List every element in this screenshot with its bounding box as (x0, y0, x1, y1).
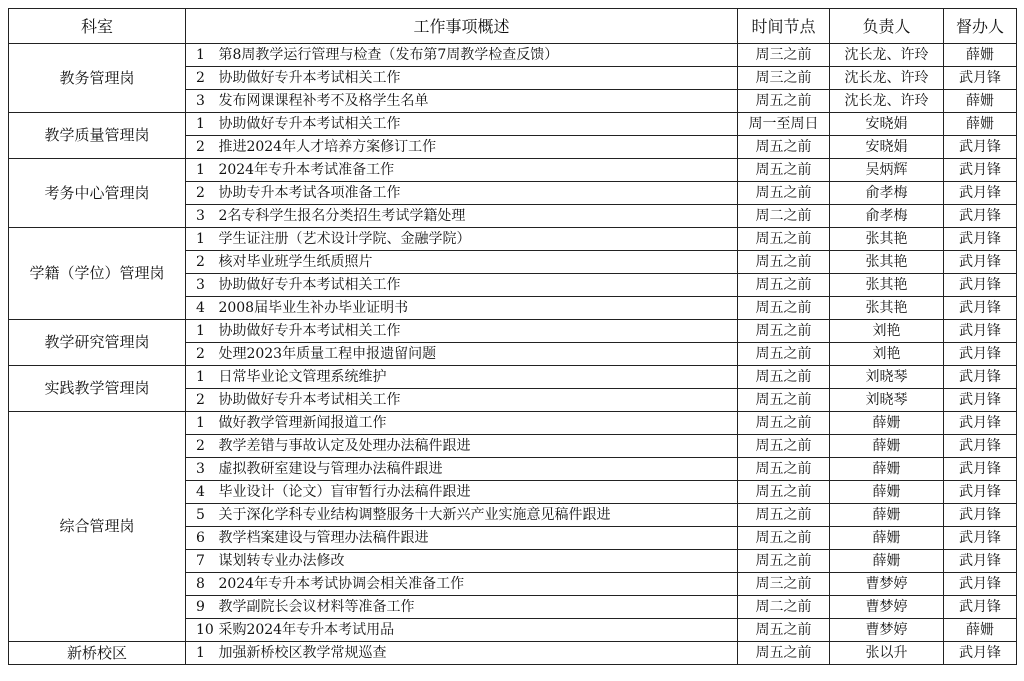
task-text: 教学差错与事故认定及处理办法稿件跟进 (218, 437, 471, 454)
task-number: 3 (196, 92, 205, 109)
owner-cell: 刘艳 (830, 343, 944, 366)
task-text: 协助做好专升本考试相关工作 (218, 276, 401, 293)
task-number: 2 (196, 345, 205, 362)
task-cell (186, 228, 738, 251)
time-cell: 周一至周日 (738, 113, 830, 136)
dept-name-cell: 实践教学管理岗 (9, 366, 186, 412)
task-number: 2 (196, 437, 205, 454)
task-cell (186, 320, 738, 343)
task-text: 协助做好专升本考试相关工作 (218, 322, 401, 339)
task-cell (186, 642, 738, 665)
table-row (9, 228, 1017, 251)
owner-cell: 刘晓琴 (830, 389, 944, 412)
supervisor-cell: 武月锋 (944, 527, 1017, 550)
task-cell (186, 90, 738, 113)
task-number: 1 (196, 322, 205, 339)
task-number: 5 (196, 506, 205, 523)
supervisor-cell: 薛姗 (944, 619, 1017, 642)
owner-cell: 俞孝梅 (830, 205, 944, 228)
owner-cell: 俞孝梅 (830, 182, 944, 205)
dept-name-cell: 教学质量管理岗 (9, 113, 186, 159)
supervisor-cell: 武月锋 (944, 343, 1017, 366)
task-number: 1 (196, 230, 205, 247)
owner-cell: 沈长龙、许玲 (830, 90, 944, 113)
time-cell: 周三之前 (738, 573, 830, 596)
task-number: 4 (196, 299, 205, 316)
table-row (9, 113, 1017, 136)
time-cell: 周二之前 (738, 205, 830, 228)
time-cell: 周五之前 (738, 274, 830, 297)
owner-cell: 薛姗 (830, 412, 944, 435)
task-number: 6 (196, 529, 205, 546)
task-cell (186, 366, 738, 389)
task-number: 1 (196, 46, 205, 63)
table-row (9, 44, 1017, 67)
time-cell: 周五之前 (738, 366, 830, 389)
owner-cell: 张其艳 (830, 274, 944, 297)
task-cell (186, 389, 738, 412)
task-cell (186, 550, 738, 573)
task-cell (186, 619, 738, 642)
supervisor-cell: 武月锋 (944, 320, 1017, 343)
owner-cell: 曹梦婷 (830, 619, 944, 642)
time-cell: 周五之前 (738, 343, 830, 366)
supervisor-cell: 武月锋 (944, 67, 1017, 90)
supervisor-cell: 武月锋 (944, 412, 1017, 435)
owner-cell: 曹梦婷 (830, 573, 944, 596)
task-text: 2008届毕业生补办毕业证明书 (218, 299, 409, 316)
task-cell (186, 274, 738, 297)
task-cell (186, 527, 738, 550)
task-text: 毕业设计（论文）盲审暂行办法稿件跟进 (218, 483, 471, 500)
task-cell (186, 136, 738, 159)
task-cell (186, 596, 738, 619)
dept-name-cell: 教务管理岗 (9, 44, 186, 113)
task-text: 协助做好专升本考试相关工作 (218, 69, 401, 86)
task-number: 9 (196, 598, 205, 615)
table-row (9, 320, 1017, 343)
supervisor-cell: 武月锋 (944, 274, 1017, 297)
task-cell (186, 159, 738, 182)
owner-cell: 张其艳 (830, 251, 944, 274)
time-cell: 周五之前 (738, 320, 830, 343)
task-text: 关于深化学科专业结构调整服务十大新兴产业实施意见稿件跟进 (218, 506, 611, 523)
supervisor-cell: 武月锋 (944, 159, 1017, 182)
task-cell (186, 205, 738, 228)
task-cell (186, 412, 738, 435)
table-body (9, 44, 1017, 665)
header-supervisor: 督办人 (944, 9, 1017, 44)
supervisor-cell: 武月锋 (944, 435, 1017, 458)
schedule-container (8, 8, 1017, 665)
owner-cell: 薛姗 (830, 481, 944, 504)
task-cell (186, 113, 738, 136)
time-cell: 周五之前 (738, 642, 830, 665)
task-number: 2 (196, 184, 205, 201)
owner-cell: 薛姗 (830, 550, 944, 573)
task-cell (186, 67, 738, 90)
time-cell: 周五之前 (738, 550, 830, 573)
owner-cell: 吴炳辉 (830, 159, 944, 182)
task-text: 2名专科学生报名分类招生考试学籍处理 (218, 207, 466, 224)
header-task: 工作事项概述 (186, 9, 738, 44)
task-cell (186, 343, 738, 366)
owner-cell: 薛姗 (830, 435, 944, 458)
task-cell (186, 435, 738, 458)
supervisor-cell: 武月锋 (944, 251, 1017, 274)
task-text: 核对毕业班学生纸质照片 (218, 253, 373, 270)
time-cell: 周五之前 (738, 297, 830, 320)
table-row (9, 642, 1017, 665)
task-cell (186, 504, 738, 527)
supervisor-cell: 武月锋 (944, 596, 1017, 619)
task-text: 日常毕业论文管理系统维护 (218, 368, 387, 385)
task-number: 8 (196, 575, 205, 592)
task-number: 3 (196, 207, 205, 224)
task-cell (186, 251, 738, 274)
task-text: 做好教学管理新闻报道工作 (218, 414, 387, 431)
supervisor-cell: 武月锋 (944, 136, 1017, 159)
task-number: 1 (196, 368, 205, 385)
task-number: 10 (196, 621, 214, 638)
task-text: 教学副院长会议材料等准备工作 (218, 598, 415, 615)
task-number: 2 (196, 138, 205, 155)
time-cell: 周五之前 (738, 182, 830, 205)
header-row (9, 9, 1017, 44)
task-cell (186, 297, 738, 320)
task-number: 3 (196, 276, 205, 293)
task-text: 虚拟教研室建设与管理办法稿件跟进 (218, 460, 443, 477)
table-row (9, 366, 1017, 389)
supervisor-cell: 薛姗 (944, 113, 1017, 136)
owner-cell: 沈长龙、许玲 (830, 67, 944, 90)
supervisor-cell: 薛姗 (944, 90, 1017, 113)
table-row (9, 412, 1017, 435)
work-schedule-table (8, 8, 1017, 665)
task-text: 2024年专升本考试协调会相关准备工作 (218, 575, 465, 592)
task-text: 学生证注册（艺术设计学院、金融学院） (218, 230, 471, 247)
header-dept: 科室 (9, 9, 186, 44)
supervisor-cell: 武月锋 (944, 205, 1017, 228)
supervisor-cell: 武月锋 (944, 182, 1017, 205)
task-text: 处理2023年质量工程申报遗留问题 (218, 345, 437, 362)
supervisor-cell: 武月锋 (944, 642, 1017, 665)
time-cell: 周五之前 (738, 90, 830, 113)
task-text: 第8周教学运行管理与检查（发布第7周教学检查反馈） (218, 46, 559, 63)
dept-name-cell: 教学研究管理岗 (9, 320, 186, 366)
task-number: 1 (196, 161, 205, 178)
task-cell (186, 44, 738, 67)
supervisor-cell: 武月锋 (944, 389, 1017, 412)
time-cell: 周五之前 (738, 412, 830, 435)
supervisor-cell: 武月锋 (944, 481, 1017, 504)
owner-cell: 薛姗 (830, 504, 944, 527)
supervisor-cell: 武月锋 (944, 297, 1017, 320)
task-number: 4 (196, 483, 205, 500)
time-cell: 周五之前 (738, 389, 830, 412)
time-cell: 周五之前 (738, 136, 830, 159)
dept-name-cell: 考务中心管理岗 (9, 159, 186, 228)
task-text: 加强新桥校区教学常规巡查 (218, 644, 387, 661)
time-cell: 周三之前 (738, 67, 830, 90)
task-cell (186, 182, 738, 205)
time-cell: 周五之前 (738, 458, 830, 481)
owner-cell: 张以升 (830, 642, 944, 665)
owner-cell: 张其艳 (830, 228, 944, 251)
supervisor-cell: 武月锋 (944, 228, 1017, 251)
task-text: 协助做好专升本考试相关工作 (218, 115, 401, 132)
owner-cell: 安晓娟 (830, 113, 944, 136)
task-number: 2 (196, 69, 205, 86)
task-text: 2024年专升本考试准备工作 (218, 161, 395, 178)
owner-cell: 安晓娟 (830, 136, 944, 159)
task-text: 教学档案建设与管理办法稿件跟进 (218, 529, 429, 546)
owner-cell: 薛姗 (830, 458, 944, 481)
task-number: 3 (196, 460, 205, 477)
task-number: 1 (196, 414, 205, 431)
task-number: 1 (196, 115, 205, 132)
task-text: 谋划转专业办法修改 (218, 552, 345, 569)
time-cell: 周五之前 (738, 504, 830, 527)
task-text: 推进2024年人才培养方案修订工作 (218, 138, 437, 155)
time-cell: 周五之前 (738, 251, 830, 274)
time-cell: 周二之前 (738, 596, 830, 619)
supervisor-cell: 武月锋 (944, 550, 1017, 573)
task-text: 协助做好专升本考试相关工作 (218, 391, 401, 408)
task-number: 1 (196, 644, 205, 661)
task-text: 发布网课课程补考不及格学生名单 (218, 92, 429, 109)
dept-name-cell: 新桥校区 (9, 642, 186, 665)
time-cell: 周五之前 (738, 619, 830, 642)
time-cell: 周三之前 (738, 44, 830, 67)
owner-cell: 沈长龙、许玲 (830, 44, 944, 67)
owner-cell: 薛姗 (830, 527, 944, 550)
task-number: 2 (196, 253, 205, 270)
supervisor-cell: 武月锋 (944, 504, 1017, 527)
supervisor-cell: 武月锋 (944, 458, 1017, 481)
time-cell: 周五之前 (738, 435, 830, 458)
task-cell (186, 458, 738, 481)
task-number: 7 (196, 552, 205, 569)
owner-cell: 曹梦婷 (830, 596, 944, 619)
owner-cell: 张其艳 (830, 297, 944, 320)
header-time: 时间节点 (738, 9, 830, 44)
task-cell (186, 573, 738, 596)
table-row (9, 159, 1017, 182)
owner-cell: 刘艳 (830, 320, 944, 343)
time-cell: 周五之前 (738, 527, 830, 550)
task-text: 采购2024年专升本考试用品 (218, 621, 395, 638)
owner-cell: 刘晓琴 (830, 366, 944, 389)
task-cell (186, 481, 738, 504)
time-cell: 周五之前 (738, 159, 830, 182)
supervisor-cell: 武月锋 (944, 366, 1017, 389)
task-number: 2 (196, 391, 205, 408)
task-text: 协助专升本考试各项准备工作 (218, 184, 401, 201)
time-cell: 周五之前 (738, 228, 830, 251)
dept-name-cell: 综合管理岗 (9, 412, 186, 642)
time-cell: 周五之前 (738, 481, 830, 504)
dept-name-cell: 学籍（学位）管理岗 (9, 228, 186, 320)
supervisor-cell: 薛姗 (944, 44, 1017, 67)
supervisor-cell: 武月锋 (944, 573, 1017, 596)
header-owner: 负责人 (830, 9, 944, 44)
